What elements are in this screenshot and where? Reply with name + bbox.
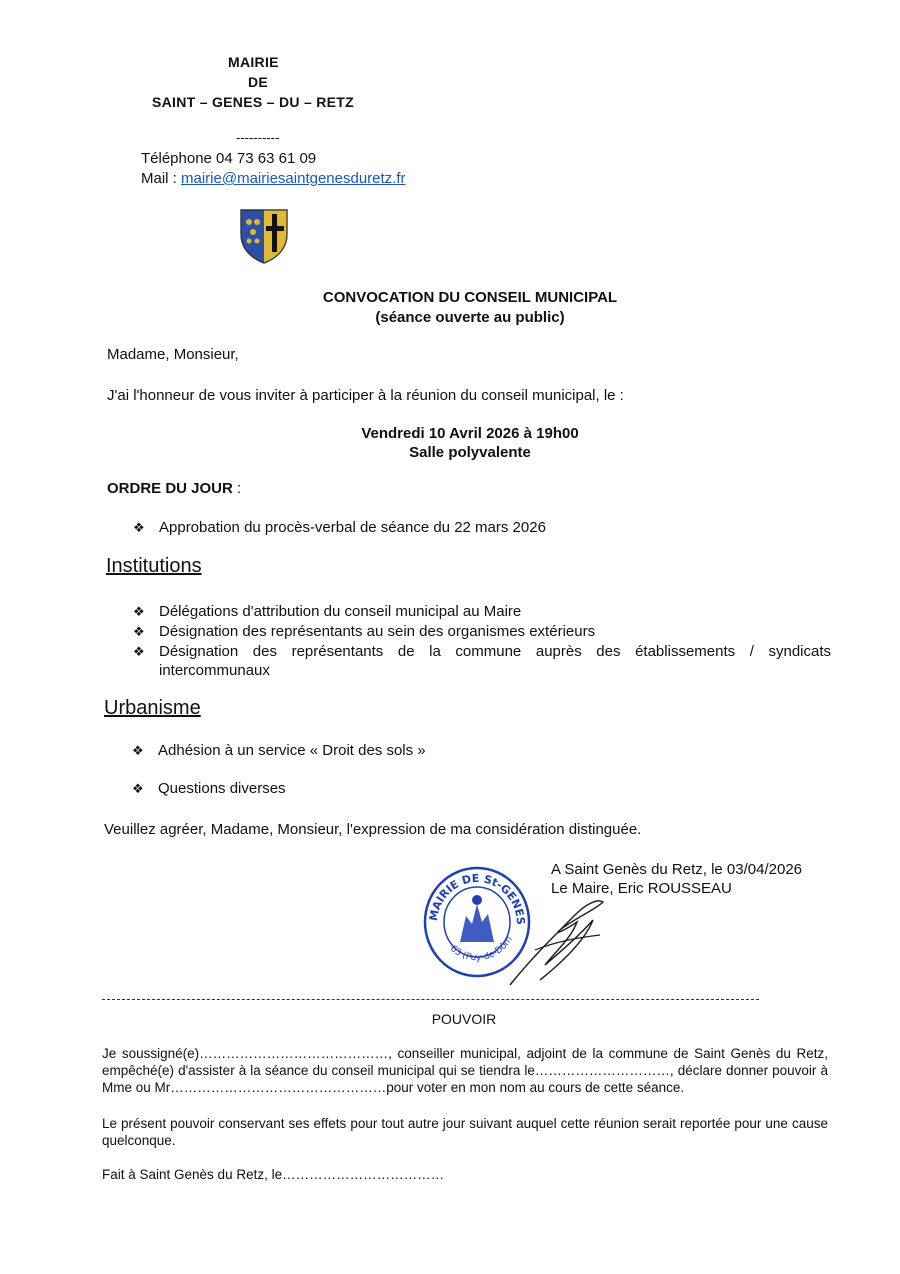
mail-line (141, 170, 406, 187)
commune-name: SAINT – GENES – DU – RETZ (152, 94, 354, 110)
agenda-item-text: Délégations d'attribution du conseil municipal au Maire (159, 603, 522, 620)
mairie-heading: MAIRIE (228, 54, 279, 70)
pouvoir-done-at: Fait à Saint Genès du Retz, le……………………………… (102, 1167, 445, 1182)
agenda-item (132, 779, 830, 799)
pouvoir-paragraph: Le présent pouvoir conservant ses effets pour tout autre jour suivant auquel cette réunion serait reportée pour une cause quelconque. (102, 1116, 828, 1148)
agenda-item (133, 518, 833, 538)
bullet-icon: ❖ (133, 604, 145, 619)
agenda-item (133, 622, 831, 642)
bullet-icon: ❖ (132, 781, 144, 796)
meeting-place: Salle polyvalente (409, 444, 531, 461)
handwritten-signature (505, 880, 615, 995)
agenda-item-text: Désignation des représentants au sein des organismes extérieurs (159, 623, 596, 640)
coat-of-arms-icon (239, 208, 289, 264)
meeting-date: Vendredi 10 Avril 2026 à 19h00 (361, 425, 579, 442)
agenda-item-text: Désignation des représentants de la commune auprès des établissements / syndicats intercommunaux (159, 643, 831, 679)
mairie-heading-de: DE (248, 74, 269, 90)
header-separator: ---------- (236, 130, 280, 145)
section-institutions: Institutions (106, 555, 202, 577)
invitation-text: J'ai l'honneur de vous inviter à participer à la réunion du conseil municipal, le : (107, 387, 624, 404)
agenda-item-text: Adhésion à un service « Droit des sols » (158, 742, 426, 759)
greeting: Madame, Monsieur, (107, 346, 239, 363)
section-urbanisme: Urbanisme (104, 697, 201, 719)
agenda-item-text: Questions diverses (158, 780, 286, 797)
bullet-icon: ❖ (133, 624, 145, 639)
signature-place-date: A Saint Genès du Retz, le 03/04/2026 (551, 861, 803, 878)
agenda-item (133, 642, 831, 680)
page-subtitle: (séance ouverte au public) (375, 309, 565, 326)
bullet-icon: ❖ (133, 520, 145, 535)
bullet-icon: ❖ (133, 644, 145, 659)
cut-line-divider (102, 999, 759, 1000)
agenda-heading (107, 480, 241, 497)
stamp-ring-text: MAIRIE DE St-GENES (426, 871, 528, 926)
phone-number: Téléphone 04 73 63 61 09 (141, 150, 317, 167)
closing-salutation: Veuillez agréer, Madame, Monsieur, l'expression de ma considération distinguée. (104, 821, 642, 838)
agenda-item (132, 741, 830, 761)
page-title: CONVOCATION DU CONSEIL MUNICIPAL (322, 289, 618, 306)
bullet-icon: ❖ (132, 743, 144, 758)
agenda-item (133, 602, 831, 622)
agenda-label: ORDRE DU JOUR (107, 480, 233, 497)
pouvoir-paragraph: Je soussigné(e)……………………………………, conseiller municipal, adjoint de la commune de Saint Genès du Retz, empêché(e) d'assister à la séance du conseil municipal qui se tiendra le…………………………, déclare donner pouvoir à Mme ou Mr…………………………………………pour voter en mon nom au cours de cette séance. (102, 1046, 828, 1095)
stamp-bottom-text: 63 (Puy-de-Dôm (447, 934, 515, 964)
mail-label: Mail : (141, 170, 182, 187)
signatory: Le Maire, Eric ROUSSEAU (551, 880, 732, 897)
agenda-colon: : (232, 480, 242, 497)
pouvoir-title: POUVOIR (431, 1011, 497, 1027)
agenda-item-text: Approbation du procès-verbal de séance du 22 mars 2026 (159, 519, 546, 536)
mail-link[interactable]: mairie@mairiesaintgenesduretz.fr (181, 170, 406, 187)
